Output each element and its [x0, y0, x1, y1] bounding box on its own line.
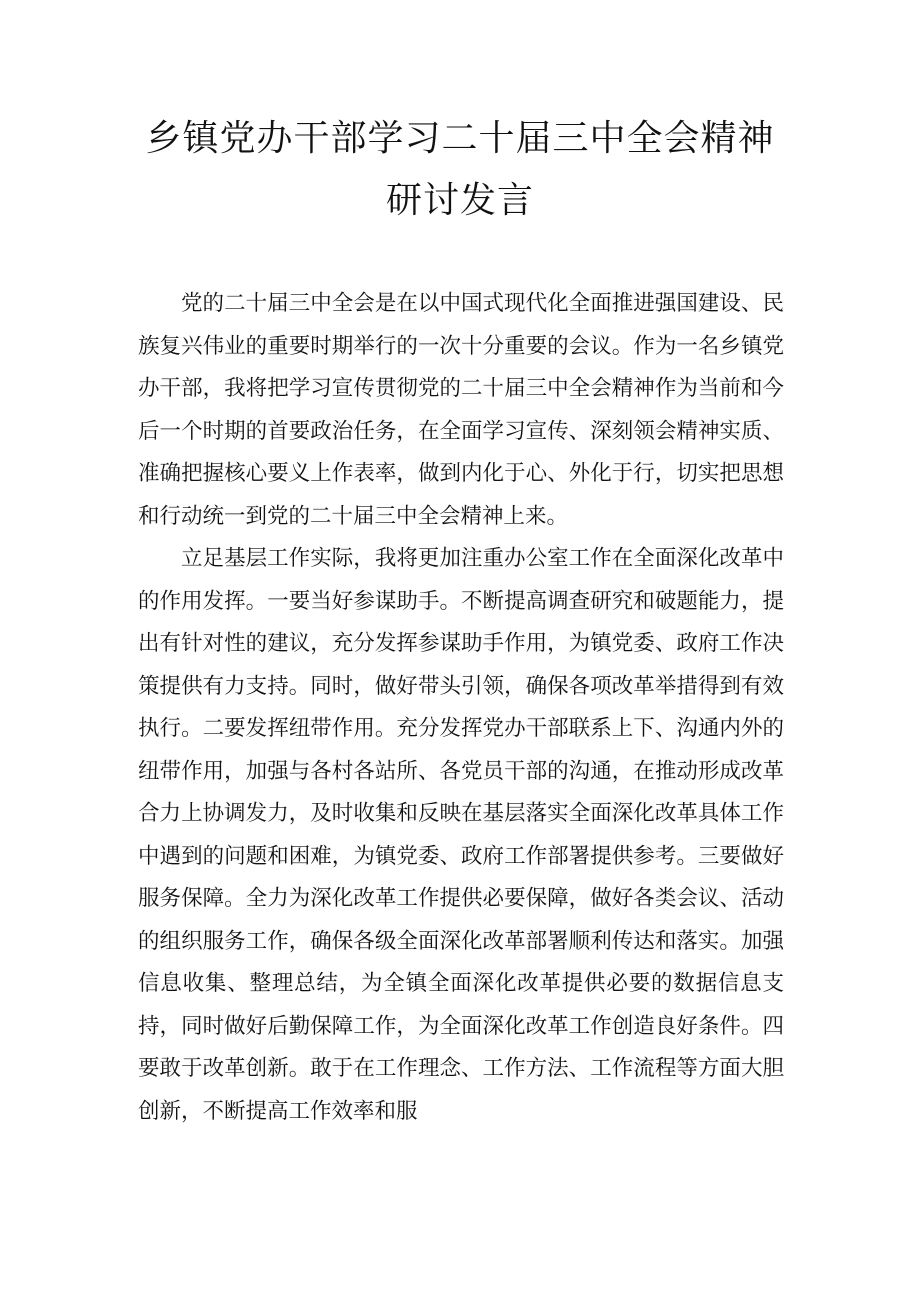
paragraph-intro: 党的二十届三中全会是在以中国式现代化全面推进强国建设、民族复兴伟业的重要时期举行的一次十分重要的会议。作为一名乡镇党办干部，我将把学习宣传贯彻党的二十届三中全会精神作为当前和今后一个时期的首要政治任务，在全面学习宣传、深刻领会精神实质、准确把握核心要义上作表率，做到内化于心、外化于行，切实把思想和行动统一到党的二十届三中全会精神上来。 [138, 291, 784, 529]
document-title: 乡镇党办干部学习二十届三中全会精神研讨发言 [145, 118, 775, 221]
paragraph-work-plan: 立足基层工作实际，我将更加注重办公室工作在全面深化改革中的作用发挥。一要当好参谋助手。不断提高调查研究和破题能力，提出有针对性的建议，充分发挥参谋助手作用，为镇党委、政府工作决策提供有力支持。同时，做好带头引领，确保各项改革举措得到有效执行。二要发挥纽带作用。充分发挥党办干部联系上下、沟通内外的纽带作用，加强与各村各站所、各党员干部的沟通，在推动形成改革合力上协调发力，及时收集和反映在基层落实全面深化改革具体工作中遇到的问题和困难，为镇党委、政府工作部署提供参考。三要做好服务保障。全力为深化改革工作提供必要保障，做好各类会议、活动的组织服务工作，确保各级全面深化改革部署顺利传达和落实。加强信息收集、整理总结，为全镇全面深化改革提供必要的数据信息支持，同时做好后勤保障工作，为全面深化改革工作创造良好条件。四要敢于改革创新。敢于在工作理念、工作方法、工作流程等方面大胆创新，不断提高工作效率和服 [138, 546, 784, 1124]
document-body [138, 283, 784, 1133]
